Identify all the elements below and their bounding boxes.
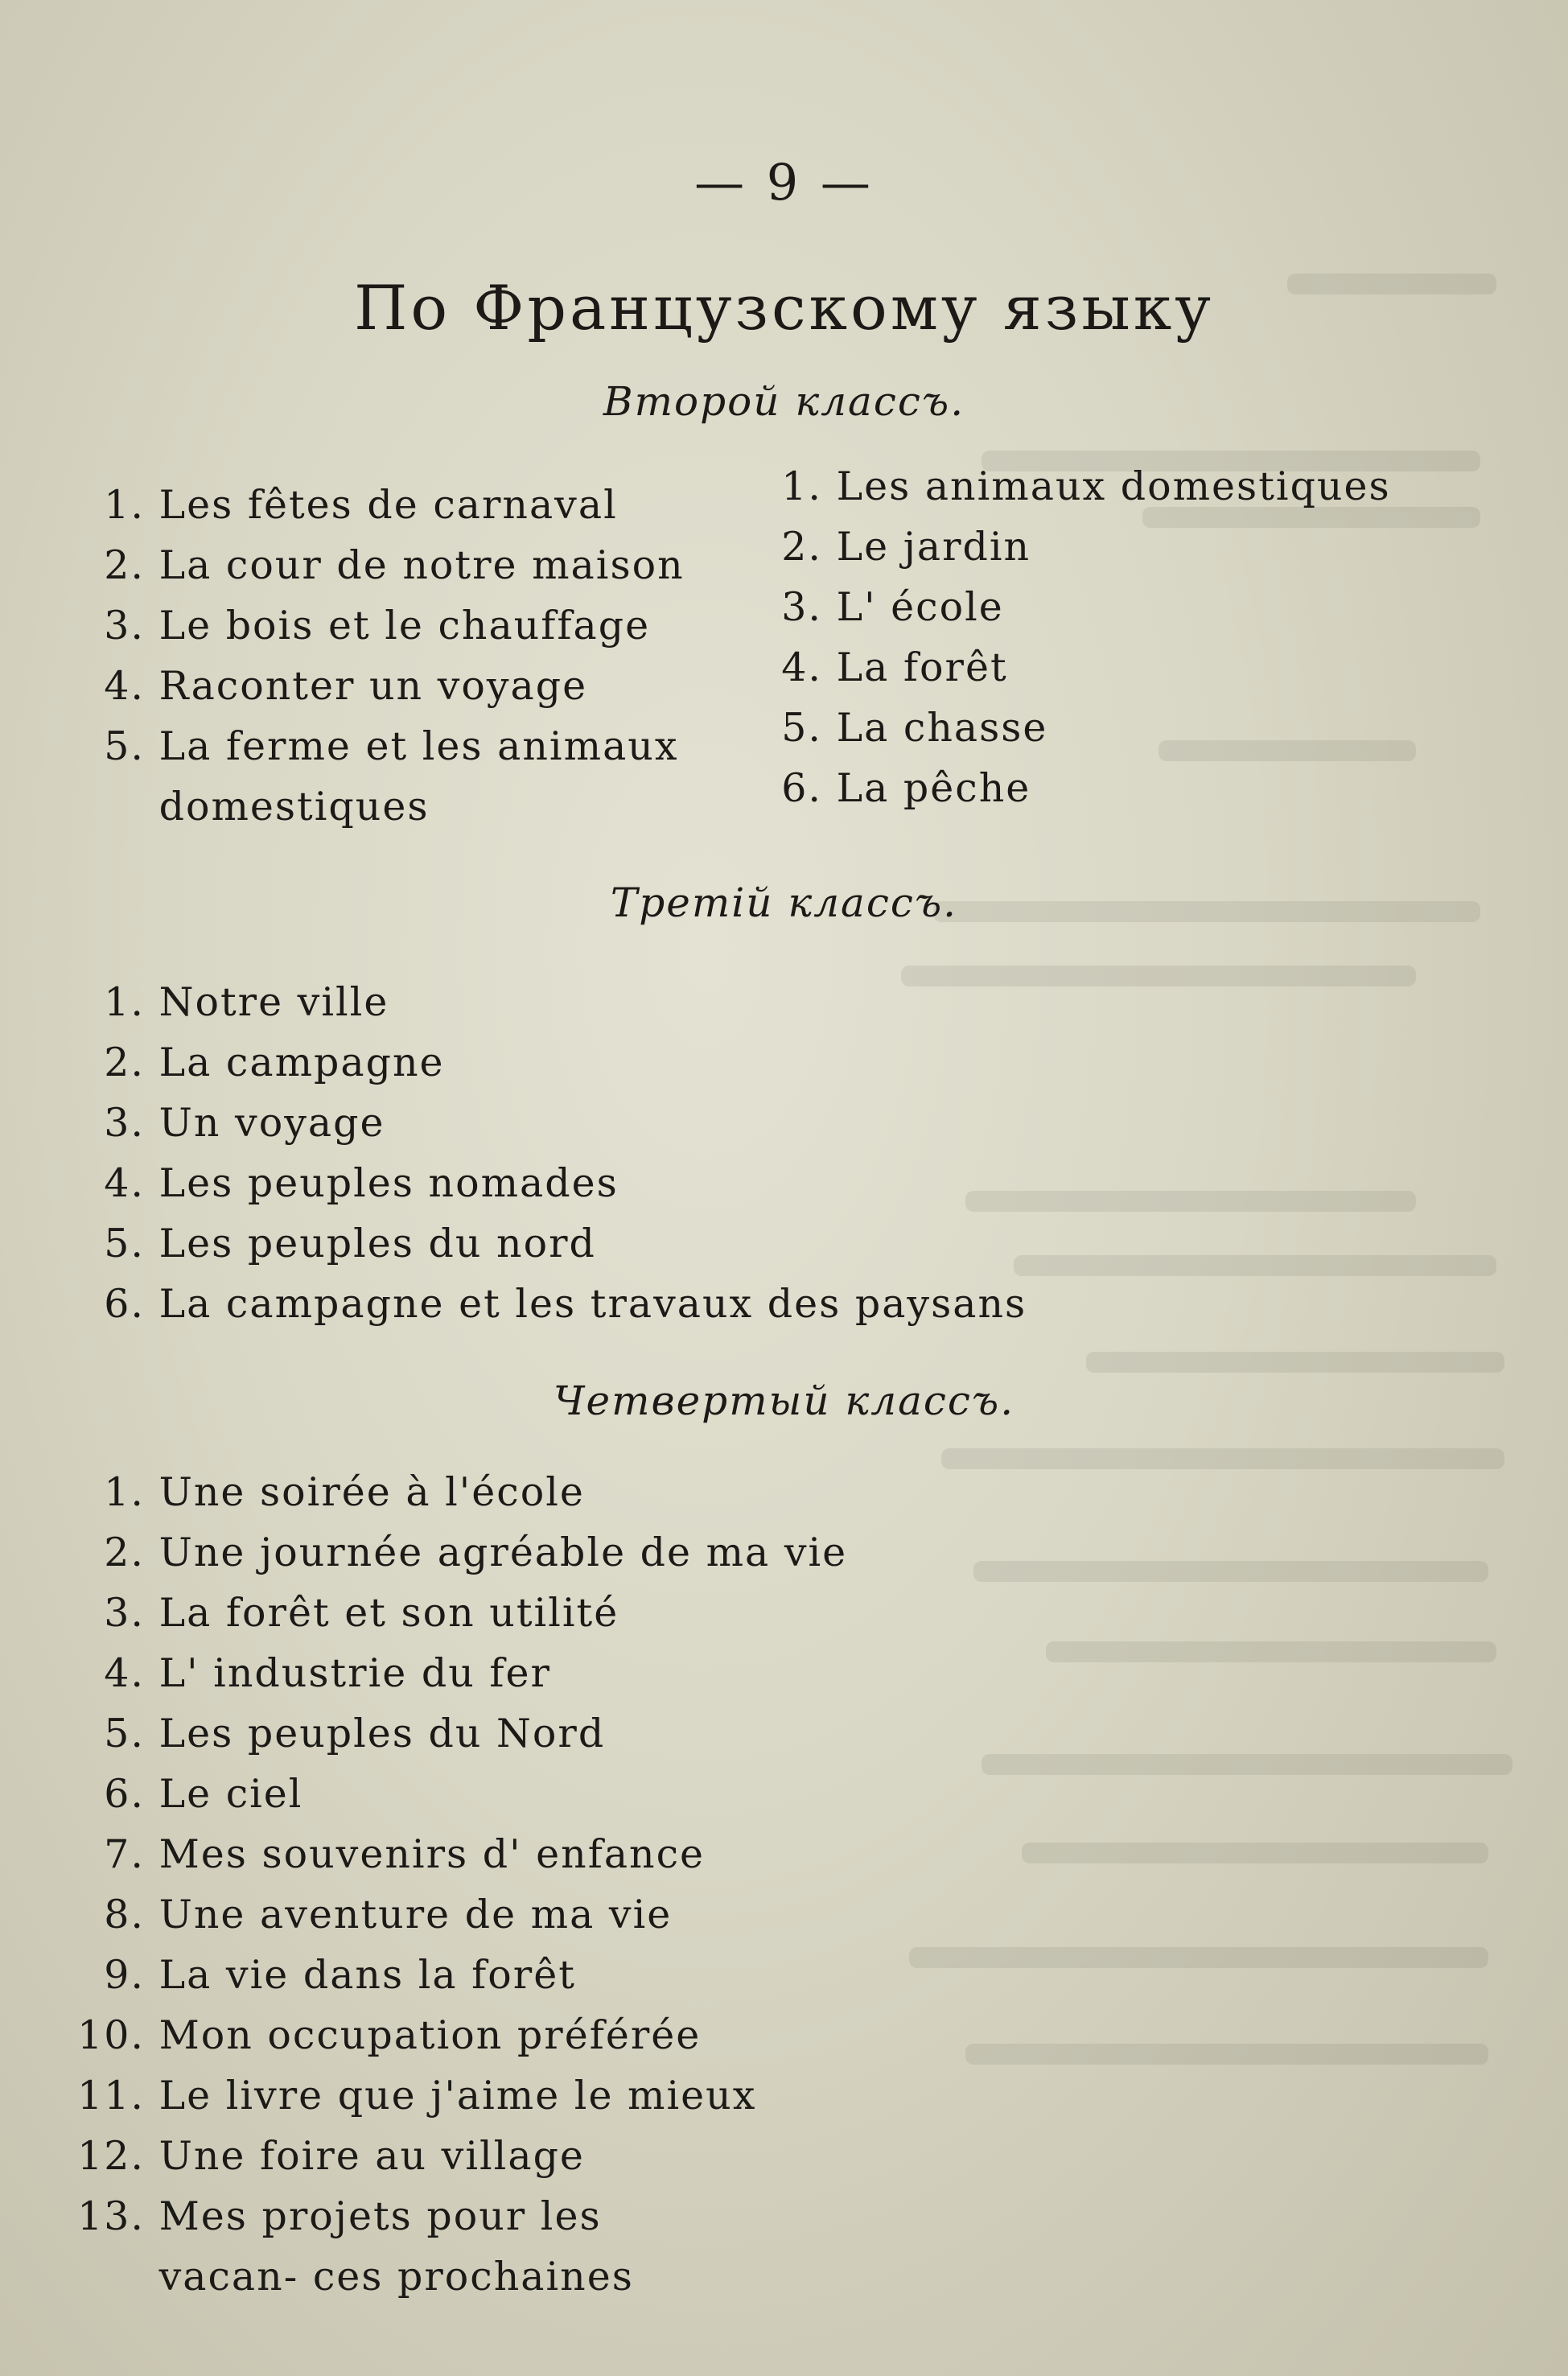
item-text: Une aventure de ma vie [158, 1892, 673, 1937]
list-item [74, 2186, 1442, 2307]
second-class-left-list [95, 475, 739, 837]
item-number: 3. [104, 1100, 145, 1146]
item-text: Les peuples nomades [158, 1160, 619, 1206]
item-text: Les peuples du Nord [158, 1711, 606, 1756]
item-text: Un voyage [158, 1100, 385, 1146]
item-text: La chasse [836, 705, 1048, 751]
item-number: 6. [781, 765, 822, 811]
second-class-right-list [772, 456, 1537, 818]
item-text: La cour de notre maison [158, 542, 685, 588]
item-text: La forêt et son utilité [158, 1590, 619, 1636]
item-text: Raconter un voyage [158, 663, 588, 709]
list-item [74, 1884, 1442, 1945]
fourth-class-list [74, 1462, 1442, 2307]
item-number: 6. [104, 1281, 145, 1327]
list-item [95, 716, 739, 837]
list-item [74, 1643, 1442, 1703]
item-text: Mon occupation préférée [158, 2012, 702, 2058]
item-number: 5. [104, 723, 145, 769]
item-text: La ferme et les animaux domestiques [158, 723, 679, 830]
item-text: Une foire au village [158, 2133, 585, 2179]
list-item [74, 2126, 1442, 2186]
list-item [74, 1583, 1442, 1643]
item-text: L' école [836, 584, 1004, 630]
list-item [74, 1703, 1442, 1764]
item-number: 5. [104, 1221, 145, 1266]
item-number: 2. [781, 524, 822, 570]
item-number: 1. [781, 463, 822, 509]
item-number: 13. [77, 2193, 145, 2239]
item-text: La vie dans la forêt [158, 1952, 576, 1998]
list-item [95, 972, 1463, 1032]
list-item [772, 698, 1537, 758]
item-number: 1. [104, 482, 145, 528]
list-item [95, 656, 739, 716]
section-title: По Французскому языку [354, 272, 1214, 344]
page-number: — 9 — [694, 153, 874, 212]
item-text: L' industrie du fer [158, 1650, 551, 1696]
item-text: Le livre que j'aime le mieux [158, 2073, 757, 2119]
item-number: 12. [77, 2133, 145, 2179]
item-text: Le ciel [158, 1771, 303, 1817]
item-number: 2. [104, 1530, 145, 1575]
list-item [74, 1522, 1442, 1583]
list-item [95, 1153, 1463, 1213]
list-item [74, 1824, 1442, 1884]
item-text: Mes souvenirs d' enfance [158, 1831, 706, 1877]
list-item [95, 1274, 1463, 1334]
third-class-heading: Третій классъ. [610, 879, 958, 926]
item-text: Le bois et le chauffage [158, 603, 651, 649]
item-number: 4. [104, 663, 145, 709]
item-number: 4. [104, 1650, 145, 1696]
item-number: 4. [781, 644, 822, 690]
list-item [74, 1764, 1442, 1824]
item-number: 3. [781, 584, 822, 630]
item-number: 10. [77, 2012, 145, 2058]
item-number: 5. [104, 1711, 145, 1756]
list-item [74, 1945, 1442, 2005]
item-text: Mes projets pour les vacan- ces prochaines [158, 2193, 634, 2300]
item-number: 3. [104, 603, 145, 649]
item-number: 1. [104, 979, 145, 1025]
item-text: La campagne et les travaux des paysans [158, 1281, 1027, 1327]
list-item [74, 2005, 1442, 2065]
list-item [772, 637, 1537, 698]
item-text: Le jardin [836, 524, 1031, 570]
item-number: 4. [104, 1160, 145, 1206]
item-number: 2. [104, 542, 145, 588]
item-text: Les animaux domestiques [836, 463, 1391, 509]
item-text: Les fêtes de carnaval [158, 482, 618, 528]
item-number: 9. [104, 1952, 145, 1998]
item-text: La pêche [836, 765, 1031, 811]
item-text: Notre ville [158, 979, 389, 1025]
item-number: 6. [104, 1771, 145, 1817]
item-number: 8. [104, 1892, 145, 1937]
list-item [74, 2065, 1442, 2126]
list-item [95, 1032, 1463, 1093]
fourth-class-heading: Четвертый классъ. [553, 1377, 1015, 1424]
list-item [74, 1462, 1442, 1522]
list-item [772, 577, 1537, 637]
third-class-list [95, 972, 1463, 1334]
list-item [772, 758, 1537, 818]
list-item [772, 517, 1537, 577]
item-text: Une journée agréable de ma vie [158, 1530, 848, 1575]
list-item [95, 535, 739, 595]
second-class-heading: Второй классъ. [603, 378, 965, 425]
item-number: 11. [77, 2073, 145, 2119]
list-item [95, 1213, 1463, 1274]
item-number: 7. [104, 1831, 145, 1877]
item-text: Une soirée à l'école [158, 1469, 585, 1515]
item-number: 2. [104, 1040, 145, 1085]
item-number: 1. [104, 1469, 145, 1515]
list-item [95, 475, 739, 535]
item-text: Les peuples du nord [158, 1221, 596, 1266]
item-number: 5. [781, 705, 822, 751]
list-item [772, 456, 1537, 517]
item-number: 3. [104, 1590, 145, 1636]
item-text: La campagne [158, 1040, 445, 1085]
item-text: La forêt [836, 644, 1008, 690]
list-item [95, 1093, 1463, 1153]
list-item [95, 595, 739, 656]
